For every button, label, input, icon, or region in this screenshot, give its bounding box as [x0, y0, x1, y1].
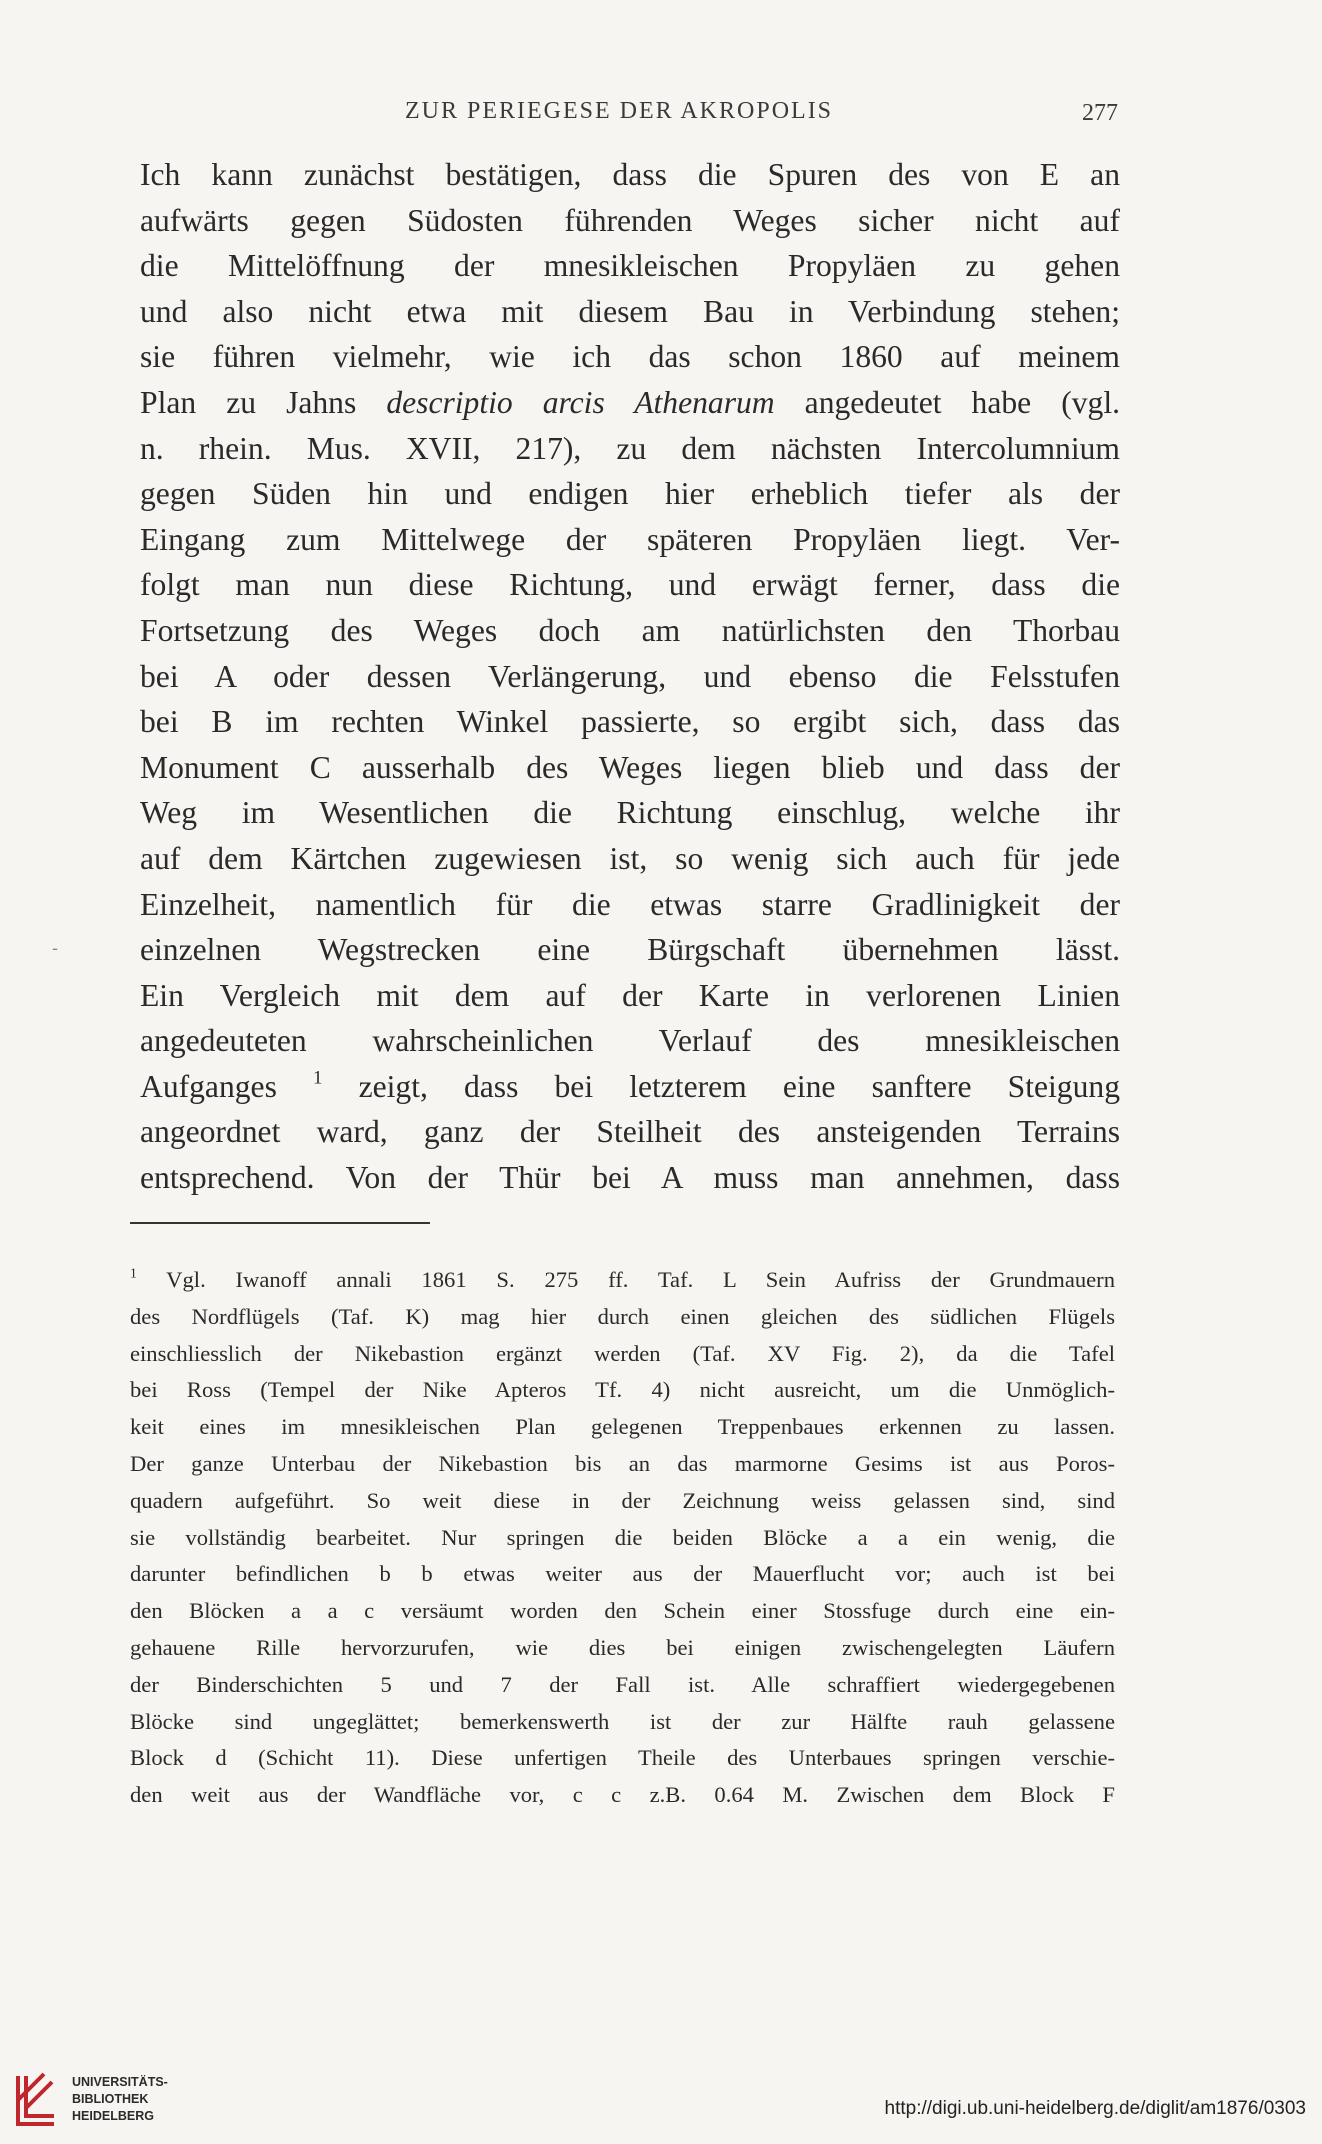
footnote-line: sie vollständig bearbeitet. Nur springen die beiden Blöcke a a ein wenig, die — [130, 1524, 1115, 1550]
text-line: bei A oder dessen Verlängerung, und ebenso die Felsstufen — [140, 658, 1120, 694]
library-logo-icon — [14, 2066, 58, 2130]
text-run: Vgl. Iwanoff annali 1861 S. 275 ff. Taf. L Sein Aufriss der Grundmauern — [136, 1267, 1115, 1292]
footnote-line: bei Ross (Tempel der Nike Apteros Tf. 4) nicht ausreicht, um die Unmöglich- — [130, 1377, 1115, 1403]
footnotes — [130, 1262, 1115, 1814]
italic-title: descriptio arcis Athenarum — [386, 384, 775, 420]
margin-mark: - — [52, 938, 59, 959]
footnote-line: des Nordflügels (Taf. K) mag hier durch einen gleichen des südlichen Flügels — [130, 1303, 1115, 1329]
footnote-line: Der ganze Unterbau der Nikebastion bis an das marmorne Gesims ist aus Poros- — [130, 1450, 1115, 1476]
text-line — [140, 380, 1120, 426]
text-run: Plan zu Jahns — [140, 384, 387, 420]
text-line: auf dem Kärtchen zugewiesen ist, so wenig sich auch für jede — [140, 840, 1120, 876]
footnote-line: Blöcke sind ungeglättet; bemerkenswerth ist der zur Hälfte rauh gelassene — [130, 1708, 1115, 1734]
text-line: einzelnen Wegstrecken eine Bürgschaft übernehmen lässt. — [140, 932, 1120, 968]
footnote-marker[interactable]: 1 — [130, 1265, 137, 1281]
text-line: angeordnet ward, ganz der Steilheit des ansteigenden Terrains — [140, 1114, 1120, 1150]
text-line — [140, 1064, 1120, 1110]
text-line: Ein Vergleich mit dem auf der Karte in verlorenen Linien — [140, 977, 1120, 1013]
text-line: Fortsetzung des Weges doch am natürlichsten den Thorbau — [140, 612, 1120, 648]
text-line: und also nicht etwa mit diesem Bau in Verbindung stehen; — [140, 293, 1120, 329]
library-name-line: UNIVERSITÄTS- — [72, 2075, 168, 2089]
footnote-line: darunter befindlichen b b etwas weiter aus der Mauerflucht vor; auch ist bei — [130, 1561, 1115, 1587]
footnote-line: gehauene Rille hervorzurufen, wie dies bei einigen zwischengelegten Läufern — [130, 1634, 1115, 1660]
main-text — [140, 152, 1120, 1201]
text-line: Eingang zum Mittelwege der späteren Propyläen liegt. Ver- — [140, 521, 1120, 557]
footnote-line: Block d (Schicht 11). Diese unfertigen Theile des Unterbaues springen verschie- — [130, 1745, 1115, 1771]
footnote-line: keit eines im mnesikleischen Plan gelegenen Treppenbaues erkennen zu lassen. — [130, 1414, 1115, 1440]
library-name-line: BIBLIOTHEK — [72, 2092, 149, 2106]
source-url-link[interactable]: http://digi.ub.uni-heidelberg.de/diglit/am1876/0303 — [884, 2098, 1306, 2119]
library-name-line: HEIDELBERG — [72, 2109, 154, 2123]
text-run: zeigt, dass bei letzterem eine sanftere Steigung — [322, 1068, 1120, 1104]
footnote-line: den Blöcken a a c versäumt worden den Schein einer Stossfuge durch eine ein- — [130, 1598, 1115, 1624]
footnote-divider — [130, 1222, 430, 1224]
footnote-line: der Binderschichten 5 und 7 der Fall ist. Alle schraffiert wiedergegebenen — [130, 1671, 1115, 1697]
text-line: bei B im rechten Winkel passierte, so ergibt sich, dass das — [140, 704, 1120, 740]
text-line: Ich kann zunächst bestätigen, dass die Spuren des von E an — [140, 157, 1120, 192]
text-run: Aufganges — [140, 1068, 313, 1104]
text-line: sie führen vielmehr, wie ich das schon 1860 auf meinem — [140, 339, 1120, 375]
text-line: folgt man nun diese Richtung, und erwägt ferner, dass die — [140, 567, 1120, 603]
text-line: gegen Süden hin und endigen hier erheblich tiefer als der — [140, 476, 1120, 512]
text-line: die Mittelöffnung der mnesikleischen Propyläen zu gehen — [140, 248, 1120, 284]
text-line: Weg im Wesentlichen die Richtung einschlug, welche ihr — [140, 795, 1120, 831]
footnote-line — [130, 1262, 1115, 1299]
text-line: angedeuteten wahrscheinlichen Verlauf des mnesikleischen — [140, 1023, 1120, 1059]
library-logo[interactable] — [14, 2066, 204, 2136]
footnote-marker[interactable]: 1 — [312, 1067, 323, 1089]
running-title: ZUR PERIEGESE DER AKROPOLIS — [405, 98, 834, 124]
page-header — [140, 98, 1120, 132]
footnote-line: einschliesslich der Nikebastion ergänzt werden (Taf. XV Fig. 2), da die Tafel — [130, 1340, 1115, 1366]
text-line: n. rhein. Mus. XVII, 217), zu dem nächsten Intercolumnium — [140, 430, 1120, 466]
text-run: angedeutet habe (vgl. — [774, 384, 1121, 420]
footnote-line: quadern aufgeführt. So weit diese in der Zeichnung weiss gelassen sind, sind — [130, 1487, 1115, 1513]
library-name — [72, 2074, 168, 2125]
text-line: aufwärts gegen Südosten führenden Weges sicher nicht auf — [140, 202, 1120, 238]
text-line: Einzelheit, namentlich für die etwas starre Gradlinigkeit der — [140, 886, 1120, 922]
page-number: 277 — [1082, 100, 1118, 126]
text-line: entsprechend. Von der Thür bei A muss man annehmen, dass — [140, 1160, 1120, 1196]
text-line: Monument C ausserhalb des Weges liegen blieb und dass der — [140, 749, 1120, 785]
footnote-line: den weit aus der Wandfläche vor, c c z.B. 0.64 M. Zwischen dem Block F — [130, 1782, 1115, 1808]
